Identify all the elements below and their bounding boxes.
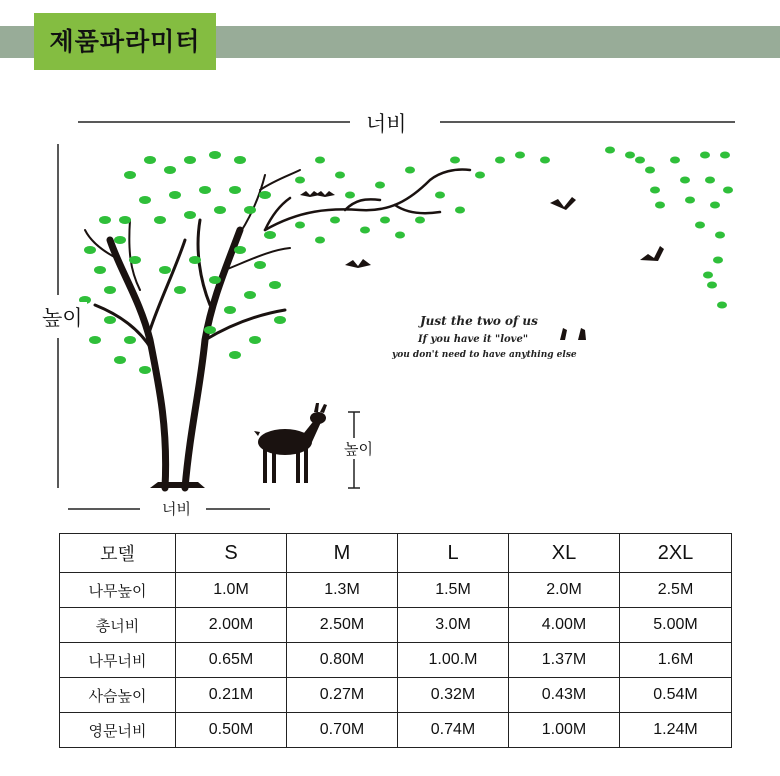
bird-icon bbox=[315, 191, 335, 197]
table-cell: 1.24M bbox=[620, 713, 732, 748]
size-header: S bbox=[176, 534, 287, 573]
table-cell: 0.80M bbox=[287, 643, 398, 678]
table-cell: 0.27M bbox=[287, 678, 398, 713]
bird-icon bbox=[560, 328, 567, 340]
table-cell: 2.5M bbox=[620, 573, 732, 608]
table-cell: 0.65M bbox=[176, 643, 287, 678]
table-cell: 0.54M bbox=[620, 678, 732, 713]
bird-icon bbox=[550, 197, 576, 210]
row-label: 영문너비 bbox=[60, 713, 176, 748]
bird-icon bbox=[345, 259, 371, 268]
spec-table bbox=[59, 533, 732, 748]
table-cell: 2.00M bbox=[176, 608, 287, 643]
table-cell: 1.6M bbox=[620, 643, 732, 678]
table-cell: 5.00M bbox=[620, 608, 732, 643]
size-header: M bbox=[287, 534, 398, 573]
size-header: 2XL bbox=[620, 534, 732, 573]
table-cell: 0.74M bbox=[398, 713, 509, 748]
table-cell: 0.50M bbox=[176, 713, 287, 748]
size-header: L bbox=[398, 534, 509, 573]
table-cell: 1.5M bbox=[398, 573, 509, 608]
table-cell: 2.0M bbox=[509, 573, 620, 608]
bird-icon bbox=[578, 328, 586, 340]
quote-line-3: you don't need to have anything else bbox=[392, 350, 577, 360]
size-header: XL bbox=[509, 534, 620, 573]
table-cell: 0.43M bbox=[509, 678, 620, 713]
deer-height-label: 높이 bbox=[340, 438, 377, 459]
row-label: 사슴높이 bbox=[60, 678, 176, 713]
model-header: 모델 bbox=[60, 534, 176, 573]
table-cell: 1.3M bbox=[287, 573, 398, 608]
tree-width-label: 너비 bbox=[158, 498, 195, 519]
table-cell: 1.00M bbox=[509, 713, 620, 748]
product-diagram bbox=[0, 100, 780, 520]
bird-icon bbox=[640, 246, 664, 261]
table-cell: 0.21M bbox=[176, 678, 287, 713]
table-cell: 1.0M bbox=[176, 573, 287, 608]
table-row bbox=[60, 643, 732, 678]
table-cell: 3.0M bbox=[398, 608, 509, 643]
table-row bbox=[60, 573, 732, 608]
table-row bbox=[60, 713, 732, 748]
table-cell: 0.32M bbox=[398, 678, 509, 713]
table-row bbox=[60, 678, 732, 713]
table-cell: 2.50M bbox=[287, 608, 398, 643]
quote-line-2: If you have it "love" bbox=[418, 334, 529, 345]
table-cell: 1.00.M bbox=[398, 643, 509, 678]
table-header-row bbox=[60, 534, 732, 573]
hanging-leaves bbox=[605, 147, 733, 309]
header-title: 제품파라미터 bbox=[34, 13, 216, 70]
table-cell: 1.37M bbox=[509, 643, 620, 678]
overall-width-label: 너비 bbox=[362, 108, 411, 138]
row-label: 총너비 bbox=[60, 608, 176, 643]
deer-silhouette bbox=[254, 403, 327, 483]
row-label: 나무높이 bbox=[60, 573, 176, 608]
table-cell: 0.70M bbox=[287, 713, 398, 748]
quote-line-1: Just the two of us bbox=[420, 314, 538, 328]
branch-leaves bbox=[295, 152, 550, 244]
table-row bbox=[60, 608, 732, 643]
row-label: 나무너비 bbox=[60, 643, 176, 678]
overall-height-label: 높이 bbox=[38, 302, 87, 332]
table-cell: 4.00M bbox=[509, 608, 620, 643]
wall-sticker-illustration bbox=[0, 100, 780, 520]
tree-base bbox=[150, 482, 205, 488]
tree-leaves bbox=[79, 151, 286, 374]
